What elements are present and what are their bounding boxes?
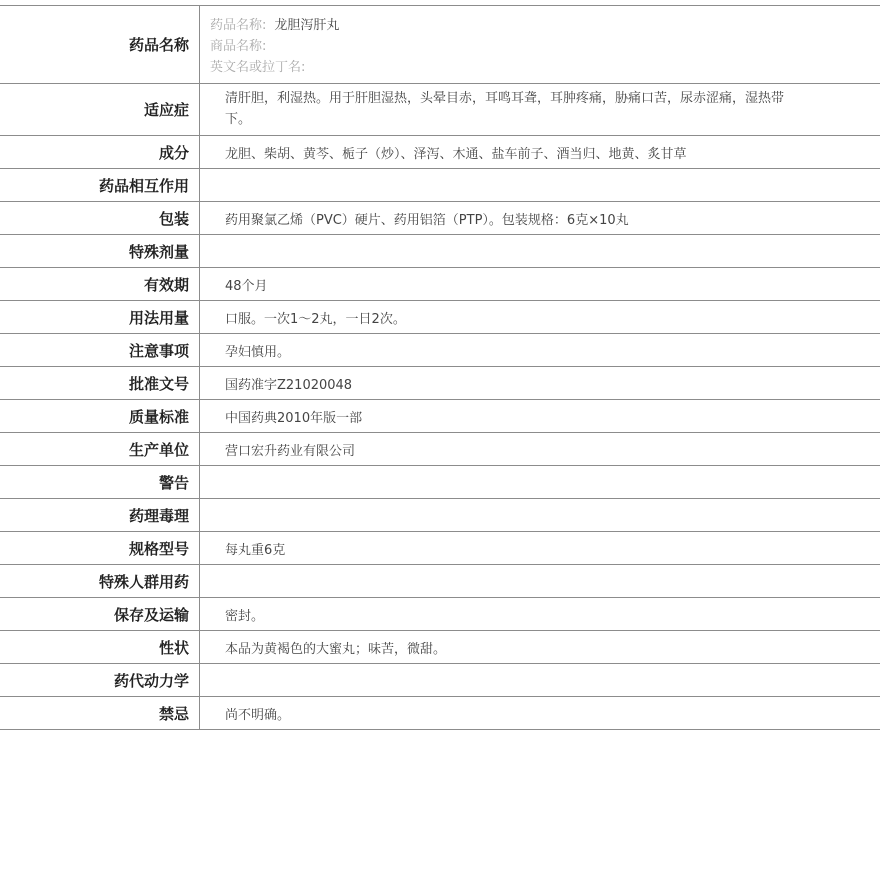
row-value: 营口宏升药业有限公司 [225,444,356,459]
row-label: 警告 [0,466,200,498]
row-value [200,169,880,201]
row-value: 国药准字Z21020048 [225,378,353,393]
drug-name-values [200,6,880,83]
row-label: 保存及运输 [0,598,200,630]
english-name-line [210,57,860,78]
row-value: 中国药典2010年版一部 [225,411,363,426]
row-value: 药用聚氯乙烯（PVC）硬片、药用铝箔（PTP）。包装规格：6克×10丸 [225,213,629,228]
table-row-ingredients [0,136,880,169]
table-row-warning [0,466,880,499]
generic-name-line [210,15,860,36]
row-label: 特殊剂量 [0,235,200,267]
table-row-shelf-life [0,268,880,301]
table-row-special-dosage [0,235,880,268]
row-value [200,565,880,597]
row-label: 包装 [0,202,200,234]
table-row-contraindications [0,697,880,730]
table-row-packaging [0,202,880,235]
row-value: 口服。一次1～2丸，一日2次。 [225,312,406,327]
table-row-precautions [0,334,880,367]
row-value [200,466,880,498]
row-label: 批准文号 [0,367,200,399]
row-value: 龙胆、柴胡、黄芩、栀子（炒）、泽泻、木通、盐车前子、酒当归、地黄、炙甘草 [225,147,687,162]
row-value [200,499,880,531]
row-label: 用法用量 [0,301,200,333]
row-value: 孕妇慎用。 [225,345,291,360]
table-row-approval-number [0,367,880,400]
table-row-dosage [0,301,880,334]
row-label: 生产单位 [0,433,200,465]
table-row-special-populations [0,565,880,598]
table-row-drug-name [0,6,880,84]
row-label: 成分 [0,136,200,168]
row-label: 药品相互作用 [0,169,200,201]
table-row-storage [0,598,880,631]
row-value [200,664,880,696]
table-row-appearance [0,631,880,664]
row-label: 禁忌 [0,697,200,729]
row-label: 适应症 [0,84,200,135]
row-value [200,235,880,267]
table-row-indications [0,84,880,136]
table-row-quality-standard [0,400,880,433]
generic-name-key: 药品名称: [210,18,267,33]
row-value: 尚不明确。 [225,708,291,723]
trade-name-key: 商品名称: [210,39,267,54]
table-row-pharmacokinetics [0,664,880,697]
row-label: 质量标准 [0,400,200,432]
row-label: 药品名称 [0,6,200,83]
row-value: 清肝胆，利湿热。用于肝胆湿热，头晕目赤，耳鸣耳聋，耳肿疼痛，胁痛口苦，尿赤涩痛，湿热带下。 [225,91,785,127]
table-row-manufacturer [0,433,880,466]
table-row-interactions [0,169,880,202]
row-label: 规格型号 [0,532,200,564]
row-label: 药代动力学 [0,664,200,696]
row-label: 药理毒理 [0,499,200,531]
row-value: 每丸重6克 [225,543,286,558]
row-value: 密封。 [225,609,265,624]
english-name-key: 英文名或拉丁名: [210,60,306,75]
table-row-specification [0,532,880,565]
row-label: 特殊人群用药 [0,565,200,597]
drug-info-table [0,5,880,730]
table-row-pharmacology [0,499,880,532]
row-label: 注意事项 [0,334,200,366]
row-label: 性状 [0,631,200,663]
row-label: 有效期 [0,268,200,300]
row-value: 48个月 [225,279,268,294]
generic-name-value: 龙胆泻肝丸 [274,18,340,33]
trade-name-line [210,36,860,57]
row-value: 本品为黄褐色的大蜜丸；味苦，微甜。 [225,642,447,657]
